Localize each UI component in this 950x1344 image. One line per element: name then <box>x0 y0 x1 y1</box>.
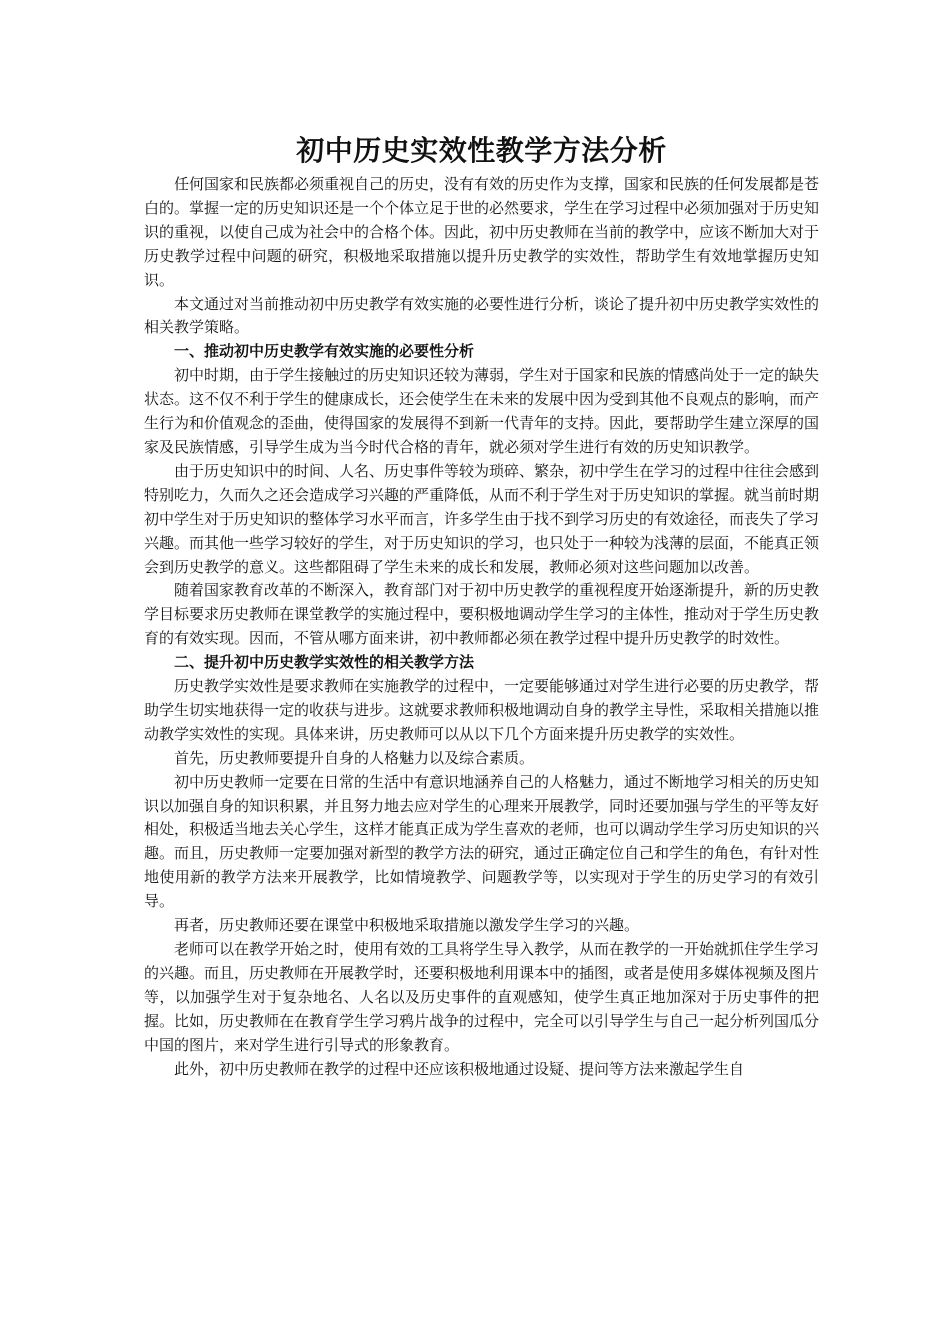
paragraph: 再者，历史教师还要在课堂中积极地采取措施以激发学生学习的兴趣。 <box>174 916 640 935</box>
section-heading-2: 二、提升初中历史教学实效性的相关教学方法 <box>174 653 475 672</box>
document-body <box>144 131 819 1081</box>
paragraph: 首先，历史教师要提升自身的人格魅力以及综合素质。 <box>174 748 535 767</box>
paragraph: 初中时期，由于学生接触过的历史知识还较为薄弱，学生对于国家和民族的情感尚处于一定的缺失状态。这不仅不利于学生的健康成长，还会使学生在未来的发展中因为受到其他不良观点的影响，而产生行为和价值观念的歪曲，使得国家的发展得不到新一代青年的支持。因此，要帮助学生建立深厚的国家及民族情感，引导学生成为当今时代合格的青年，就必须对学生进行有效的历史知识教学。 <box>144 366 820 456</box>
paragraph-intro: 任何国家和民族都必须重视自己的历史，没有有效的历史作为支撑，国家和民族的任何发展都是苍白的。掌握一定的历史知识还是一个个体立足于世的必然要求，学生在学习过程中必须加强对于历史知识的重视，以使自己成为社会中的合格个体。因此，初中历史教师在当前的教学中，应该不断加大对于历史教学过程中问题的研究，积极地采取措施以提升历史教学的实效性，帮助学生有效地掌握历史知识。 <box>144 175 820 289</box>
paragraph: 初中历史教师一定要在日常的生活中有意识地涵养自己的人格魅力，通过不断地学习相关的历史知识以加强自身的知识积累，并且努力地去应对学生的心理来开展教学，同时还要加强与学生的平等友好相处，积极适当地去关心学生，这样才能真正成为学生喜欢的老师，也可以调动学生学习历史知识的兴趣。而且，历史教师一定要加强对新型的教学方法的研究，通过正确定位自己和学生的角色，有针对性地使用新的教学方法来开展教学，比如情境教学、问题教学等，以实现对于学生的历史学习的有效引导。 <box>144 772 820 911</box>
paragraph: 随着国家教育改革的不断深入，教育部门对于初中历史教学的重视程度开始逐渐提升，新的历史教学目标要求历史教师在课堂教学的实施过程中，要积极地调动学生学习的主体性，推动对于学生历史教育的有效实现。因而，不管从哪方面来讲，初中教师都必须在教学过程中提升历史教学的时效性。 <box>144 581 820 648</box>
paragraph-summary: 本文通过对当前推动初中历史教学有效实施的必要性进行分析，谈论了提升初中历史教学实效性的相关教学策略。 <box>144 294 820 337</box>
section-heading-1: 一、推动初中历史教学有效实施的必要性分析 <box>174 342 475 361</box>
paragraph: 由于历史知识中的时间、人名、历史事件等较为琐碎、繁杂，初中学生在学习的过程中往往会感到特别吃力，久而久之还会造成学习兴趣的严重降低，从而不利于学生对于历史知识的掌握。就当前时期初中学生对于历史知识的整体学习水平而言，许多学生由于找不到学习历史的有效途径，而丧失了学习兴趣。而其他一些学习较好的学生，对于历史知识的学习，也只处于一种较为浅薄的层面，不能真正领会到历史教学的意义。这些都阻碍了学生未来的成长和发展，教师必须对这些问题加以改善。 <box>144 461 820 576</box>
paragraph: 老师可以在教学开始之时，使用有效的工具将学生导入教学，从而在教学的一开始就抓住学生学习的兴趣。而且，历史教师在开展教学时，还要积极地利用课本中的插图，或者是使用多媒体视频及图片等，以加强学生对于复杂地名、人名以及历史事件的直观感知，使学生真正地加深对于历史事件的把握。比如，历史教师在在教育学生学习鸦片战争的过程中，完全可以引导学生与自己一起分析列国瓜分中国的图片，来对学生进行引导式的形象教育。 <box>144 940 820 1054</box>
paragraph: 历史教学实效性是要求教师在实施教学的过程中，一定要能够通过对学生进行必要的历史教学，帮助学生切实地获得一定的收获与进步。这就要求教师积极地调动自身的教学主导性，采取相关措施以推动教学实效性的实现。具体来讲，历史教师可以从以下几个方面来提升历史教学的实效性。 <box>144 677 820 743</box>
paragraph-truncated: 此外，初中历史教师在教学的过程中还应该积极地通过设疑、提问等方法来激起学生自 <box>174 1059 745 1078</box>
document-title: 初中历史实效性教学方法分析 <box>296 134 667 167</box>
